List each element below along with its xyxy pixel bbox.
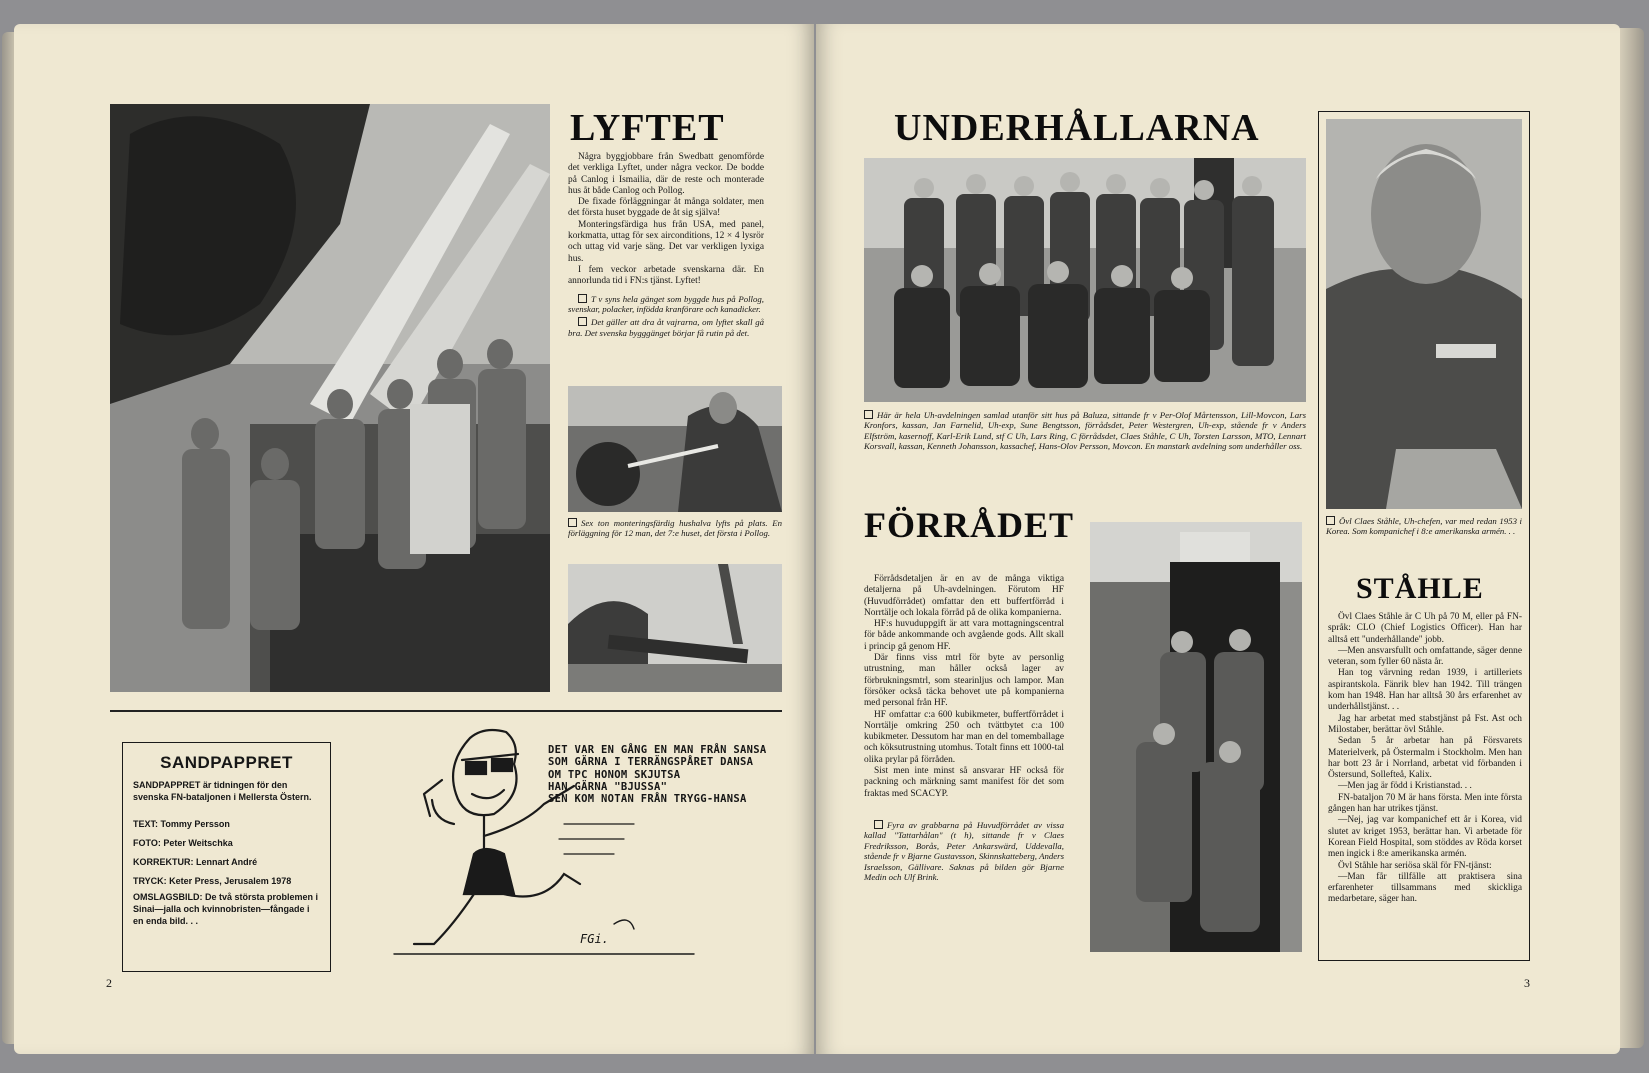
lyftet-paragraph: De fixade förläggningar åt många soldater, men det första huset byggade de åt sig själva! (568, 197, 764, 219)
bullet-box-icon (1326, 516, 1335, 525)
stahle-paragraph: Övl Ståhle har seriösa skäl för FN-tjänst: (1338, 860, 1492, 871)
uh-group-caption: Här är hela Uh-avdelningen samlad utanför sitt hus på Baluza, sittande fr v Per-Olof Mårtensson, Lill-Movcon, Lars Kronfors, kassan, Jan Farnelid, Uh-exp, Sune Bengtsson, förrådsdet, Peter Westergren, Uh-exp, stående fr v Anders Elfström, kasernoff, Karl-Erik Lund, stf C Uh, Lars Ring, C förrådsdet, Claes Ståhle, C Uh, Torsten Larsson, MTO, Lennart Korsvall, kassan, Kenneth Johansson, kassachef, Hans-Olov Persson, Movcon. En manstark avdelning som underhåller oss. (864, 410, 1306, 452)
page-number-right: 3 (1524, 976, 1530, 990)
page-number-left: 2 (106, 976, 112, 990)
verse-line: OM TPC HONOM SKJUTSA (548, 768, 681, 781)
forradet-paragraph: Där finns viss mtrl för byte av personlig utrustning, man håller också lager av förbrukningsmtrl, som stearinljus och lampor. Man försöker också täcka behovet ute på kompanierna med personal från HF. (864, 653, 1064, 709)
credit-text: TEXT: Tommy Persson (133, 819, 230, 829)
cartoon-verse (548, 744, 767, 805)
bullet-box-icon (578, 317, 587, 326)
credit-proofreading: KORREKTUR: Lennart André (133, 857, 258, 867)
wire-tightening-photo (568, 386, 782, 512)
forradet-paragraph: Sist men inte minst så ansvarar HF också för packning och märkning samt manifest för det som fraktas med SCACYP. (864, 766, 1064, 799)
magazine-spread (0, 14, 1649, 1054)
stahle-title: STÅHLE (1356, 572, 1484, 605)
house-lift-caption: Sex ton monteringsfärdig hushalva lyfts på plats. En förläggning för 12 man, det 7:e huset, det första i Pollog. (568, 518, 782, 539)
credit-photo: FOTO: Peter Weitschka (133, 838, 233, 848)
left-page (14, 24, 814, 1054)
crane-team-photo (110, 104, 550, 692)
stahle-paragraph: Jag har arbetat med stabstjänst på Fst. Ast och Milostaber, berättar övl Ståhle. (1328, 713, 1522, 735)
right-page (816, 24, 1620, 1054)
stahle-photo-caption: Övl Claes Ståhle, Uh-chefen, var med redan 1953 i Korea. Som kompanichef i 8:e amerikanska armén. . . (1326, 516, 1522, 537)
lyftet-caption-2: Det gäller att dra åt vajrarna, om lyftet skall gå bra. Det svenska bygggänget börjar få rutin på det. (568, 317, 764, 338)
section-divider (110, 710, 782, 712)
lyftet-paragraph: I fem veckor arbetade svenskarna där. En annorlunda tid i FN:s tjänst. Lyftet! (568, 264, 764, 287)
forradet-body (864, 574, 1064, 882)
uh-group-photo (864, 158, 1306, 402)
lyftet-caption-1: T v syns hela gänget som byggde hus på Pollog, svenskar, polacker, infödda kranförare och kanadicker. (568, 293, 764, 314)
forradet-caption: Fyra av grabbarna på Huvudförrådet av vissa kallad "Tattarhålan" (t h), sittande fr v Claes Fredriksson, Borås, Peter Ankarswärd, Uddevalla, stående fr v Bjarne Gustavsson, Skinnskatteberg, Anders Israelsson, Gällivare. Saknas på bilden gör Bjarne Medin och Ulf Brink. (864, 819, 1064, 882)
stahle-paragraph: —Man får tillfälle att praktisera sina erfarenheter tillsammans med skickliga medarbetare, säger han. (1328, 871, 1522, 905)
underhallarna-title: UNDERHÅLLARNA (894, 107, 1260, 149)
bullet-box-icon (568, 518, 577, 527)
lyftet-paragraph: Några byggjobbare från Swedbatt genomförde det verkliga Lyftet, under några veckor. De bodde på Canlog i Ismailia, där de reste och monterade hus åt både Canlog och Pollog. (568, 152, 764, 196)
stahle-body (1328, 612, 1522, 906)
lyftet-body (568, 152, 764, 338)
sandpappret-title: SANDPAPPRET (160, 753, 293, 772)
sandpappret-credits (133, 815, 320, 891)
stahle-paragraph: —Men ansvarsfullt och omfattande, säger denne veteran, som fyller 60 nästa år. (1328, 645, 1522, 668)
credit-print: TRYCK: Keter Press, Jerusalem 1978 (133, 876, 292, 886)
cartoon-signature: FGi. (580, 932, 609, 946)
verse-line: SOM GÄRNA I TERRÄNGSPÅRET DANSA (548, 756, 754, 769)
cover-note: OMSLAGSBILD: De två största problemen i Sinai—jalla och kvinnobristen—fångade i en enda bild. . . (133, 892, 319, 926)
verse-line: HAN GÄRNA "BJUSSA" (548, 780, 668, 793)
forradet-paragraph: HF omfattar c:a 600 kubikmeter, buffertförrådet i Norrtälje omkring 250 och tvättbytet c:a 100 kubikmeter. Dessutom har man en del tomemballage och köksutrustning utomhus. Totalt finns ett 1000-tal olika prylar på förråden. (864, 709, 1064, 765)
huvudforradet-photo (1090, 522, 1302, 952)
stahle-paragraph: Han tog värvning redan 1939, i artilleriets aspirantskola. Fänrik blev han 1942. Till trängen kom han 1948. Han har alltså 30 års erfarenhet av underhållstjänst. . . (1328, 668, 1522, 713)
verse-line: SEN KOM NOTAN FRÅN TRYGG-HANSA (548, 793, 747, 806)
sandpappret-description: SANDPAPPRET är tidningen för den svenska FN-bataljonen i Mellersta Östern. (133, 780, 312, 802)
house-lift-photo (568, 564, 782, 692)
book-cover-edge (1618, 28, 1644, 1048)
stahle-paragraph: —Nej, jag var kompanichef ett år i Korea, vid slutet av kriget 1953, berättar han. Vi arbetade för Korean Field Hospital, som stöddes av Röda korset men ingick i 8:e amerikanska armén. (1328, 815, 1522, 860)
forradet-title: FÖRRÅDET (864, 505, 1075, 545)
bullet-box-icon (578, 294, 587, 303)
stahle-portrait-photo (1326, 119, 1522, 509)
lyftet-paragraph: Monteringsfärdiga hus från USA, med panel, korkmatta, uttag för sex airconditions, 12 × 4 lysrör och uttag vid varje säng. Det var verkligen lyxiga hus. (568, 219, 764, 264)
stahle-paragraph: Sedan 5 år arbetar han på Försvarets Materielverk, på Östermalm i Stockholm. Men han har bott 23 år i Norrland, arbetat vid förbanden i Östersund, Sollefteå, Kalix. (1328, 736, 1522, 781)
sandpappret-box (122, 742, 331, 972)
forradet-paragraph: Förrådsdetaljen är en av de många viktiga detaljerna på Uh-avdelningen. Förutom HF (Huvudförrådet) omfattar den ett buffertförråd i Norrtälje och lokala förråd på de olika kompanierna. (864, 574, 1064, 618)
verse-line: DET VAR EN GÅNG EN MAN FRÅN SANSA (548, 744, 767, 756)
bullet-box-icon (874, 820, 883, 829)
stahle-paragraph: FN-bataljon 70 M är hans första. Men inte första gången han har utrikes tjänst. (1328, 792, 1522, 815)
forradet-paragraph: HF:s huvuduppgift är att vara mottagningscentral för både ankommande och avgående gods. Allt skall i princip gå genom HF. (864, 619, 1064, 652)
lyftet-title: LYFTET (570, 107, 725, 149)
stahle-paragraph: —Men jag är född i Kristianstad. . . (1338, 781, 1472, 792)
bullet-box-icon (864, 410, 873, 419)
stahle-paragraph: Övl Claes Ståhle är C Uh på 70 M, eller på FN-språk: CLO (Chief Logistics Officer). Han har alltså ett "underhållande" jobb. (1328, 612, 1522, 645)
